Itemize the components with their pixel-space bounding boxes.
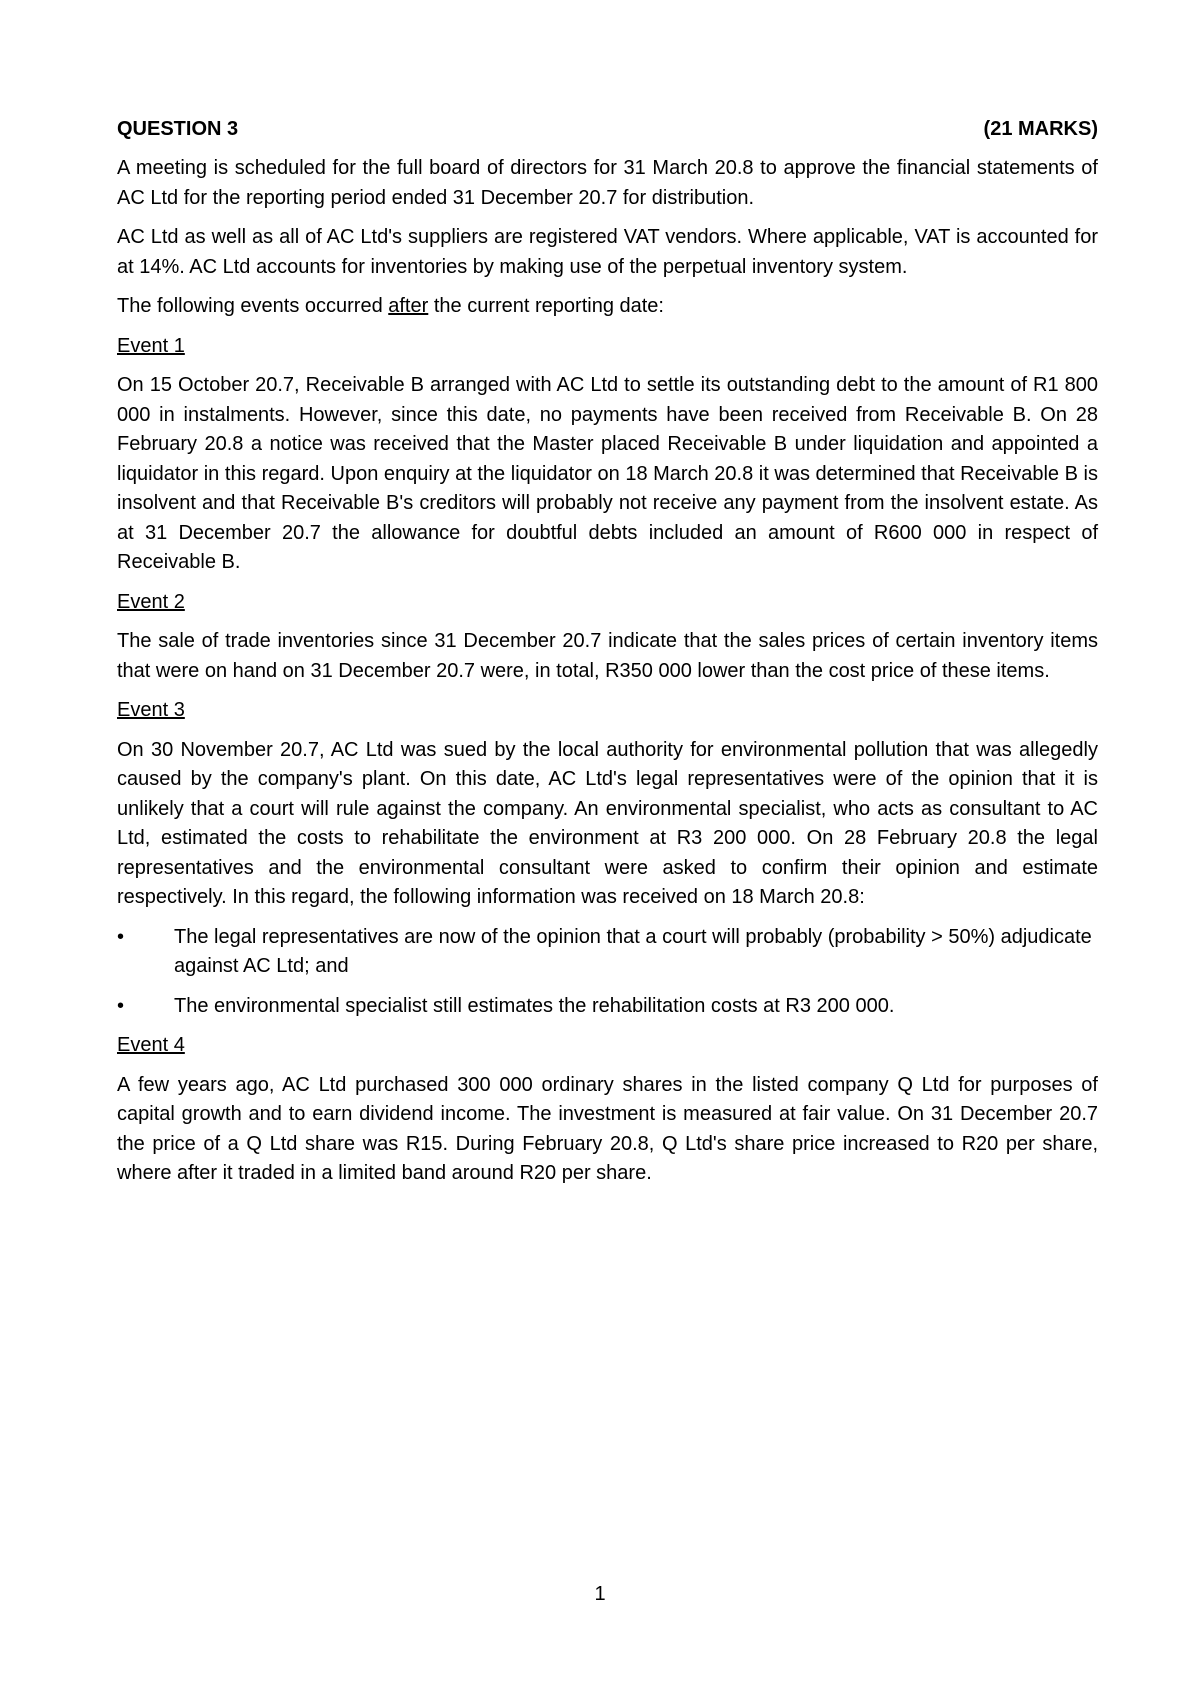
intro-paragraph-2: AC Ltd as well as all of AC Ltd's suppliers are registered VAT vendors. Where applicable, VAT is accounted for at 14%. AC Ltd accounts for inventories by making use of the perpetual inventory system. — [117, 226, 1098, 278]
intro-text-after: the current reporting date: — [428, 295, 664, 317]
intro-paragraph-1: A meeting is scheduled for the full board of directors for 31 March 20.8 to approve the financial statements of AC Ltd for the reporting period ended 31 December 20.7 for distribution. — [117, 157, 1098, 209]
event-4-text: A few years ago, AC Ltd purchased 300 000 ordinary shares in the listed company Q Ltd for purposes of capital growth and to earn dividend income. The investment is measured at fair value. On 31 December 20.7 the price of a Q Ltd share was R15. During February 20.8, Q Ltd's share price increased to R20 per share, where after it traded in a limited band around R20 per share. — [117, 1073, 1098, 1184]
event-3-title: Event 3 — [117, 699, 185, 721]
intro-paragraph-3 — [117, 292, 1098, 322]
bullet-icon: • — [117, 994, 125, 1017]
bullet-text: The legal representatives are now of the opinion that a court will probably (probability > 50%) adjudicate against AC Ltd; and — [174, 925, 1092, 977]
bullet-text: The environmental specialist still estimates the rehabilitation costs at R3 200 000. — [174, 994, 895, 1017]
event-3-text: On 30 November 20.7, AC Ltd was sued by the local authority for environmental pollution that was allegedly caused by the company's plant. On this date, AC Ltd's legal representatives were of the opinion that it is unlikely that a court will rule against the company. An environmental specialist, who acts as consultant to AC Ltd, estimated the costs to rehabilitate the environment at R3 200 000. On 28 February 20.8 the legal representatives and the environmental consultant were asked to confirm their opinion and estimate respectively. In this regard, the following information was received on 18 March 20.8: — [117, 738, 1098, 908]
question-heading — [117, 115, 1098, 144]
document-page — [117, 115, 1098, 1199]
question-title: QUESTION 3 — [117, 118, 239, 140]
list-item — [117, 992, 1098, 1022]
event-2-text: The sale of trade inventories since 31 December 20.7 indicate that the sales prices of certain inventory items that were on hand on 31 December 20.7 were, in total, R350 000 lower than the cost price of these items. — [117, 630, 1098, 682]
bullet-icon: • — [117, 925, 125, 948]
event-1-text: On 15 October 20.7, Receivable B arranged with AC Ltd to settle its outstanding debt to the amount of R1 800 000 in instalments. However, since this date, no payments have been received from Receivable B. On 28 February 20.8 a notice was received that the Master placed Receivable B under liquidation and appointed a liquidator in this regard. Upon enquiry at the liquidator on 18 March 20.8 it was determined that Receivable B is insolvent and that Receivable B's creditors will probably not receive any payment from the insolvent estate. As at 31 December 20.7 the allowance for doubtful debts included an amount of R600 000 in respect of Receivable B. — [117, 374, 1098, 573]
event-2-title: Event 2 — [117, 590, 185, 613]
intro-text-before: The following events occurred — [117, 295, 389, 317]
question-marks: (21 MARKS) — [983, 118, 1098, 140]
list-item — [117, 923, 1098, 982]
event-1-title: Event 1 — [117, 334, 185, 357]
event-3-bullet-list — [117, 923, 1098, 1022]
page-number: 1 — [594, 1583, 606, 1605]
event-4-title: Event 4 — [117, 1034, 185, 1056]
intro-underlined-word: after — [388, 295, 429, 317]
